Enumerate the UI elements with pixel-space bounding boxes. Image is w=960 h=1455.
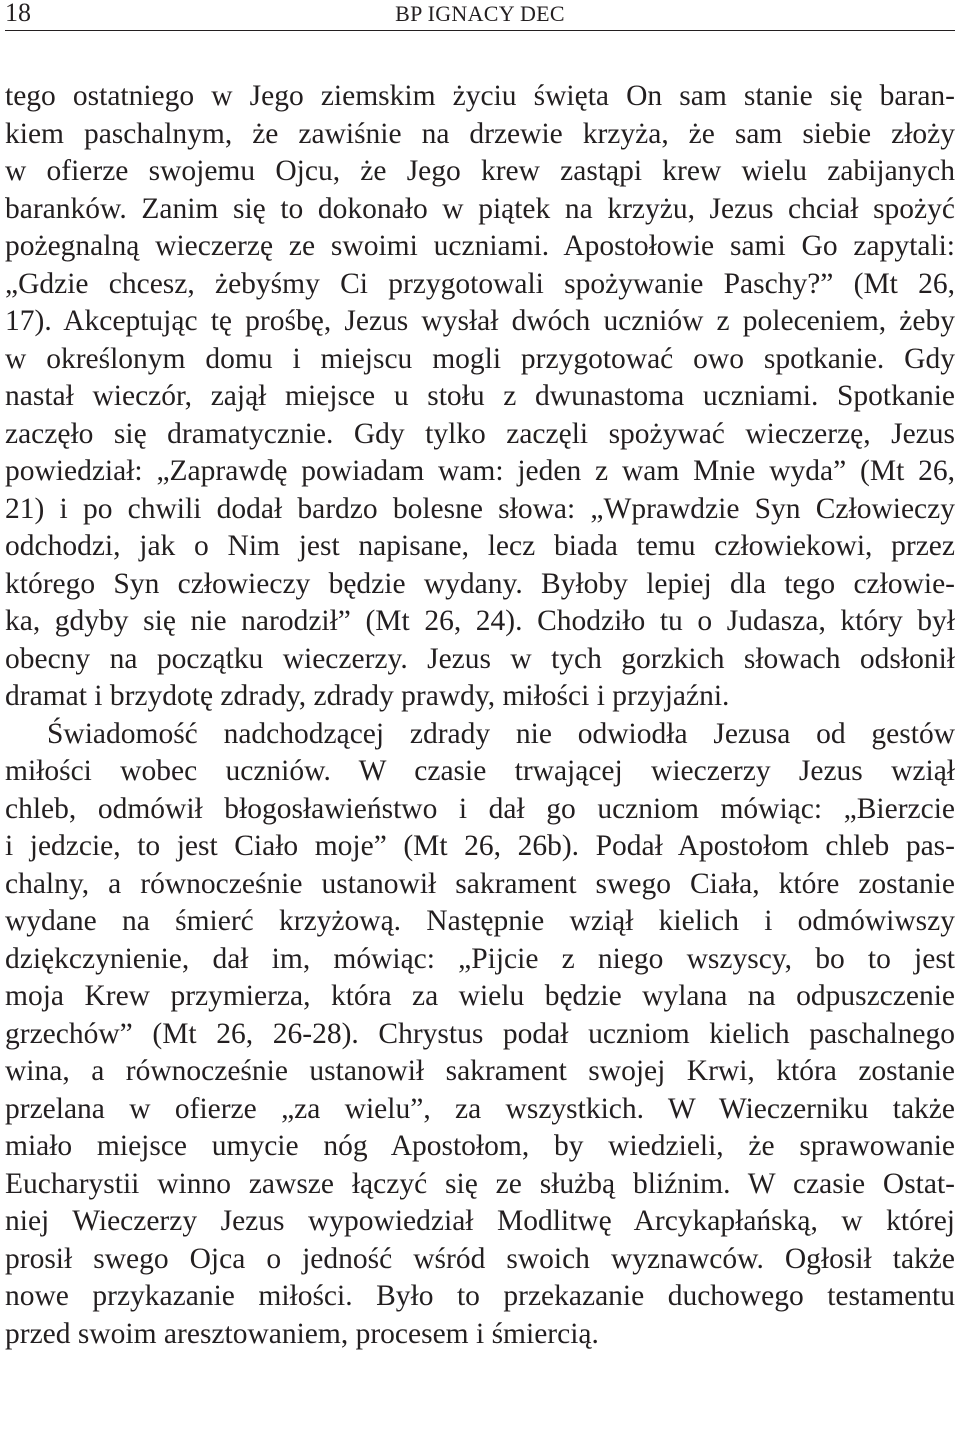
text-line: prosił swego Ojca o jedność wśród swoich wyznawców. Ogłosił także: [5, 1242, 955, 1275]
text-line: niej Wieczerzy Jezus wypowiedział Modlitwę Arcykapłańską, w której: [5, 1205, 955, 1237]
text-line: powiedział: „Zaprawdę powiadam wam: jeden z wam Mnie wyda” (Mt 26,: [5, 455, 955, 487]
text-line: w określonym domu i miejscu mogli przygotować owo spotkanie. Gdy: [5, 342, 955, 375]
text-line: tego ostatniego w Jego ziemskim życiu święta On sam stanie się baran-: [5, 80, 955, 112]
text-line: miłości wobec uczniów. W czasie trwającej wieczerzy Jezus wziął: [5, 755, 955, 787]
text-line-paragraph-end: przed swoim aresztowaniem, procesem i śmiercią.: [5, 1317, 599, 1350]
text-line: 21) i po chwili dodał bardzo bolesne słowa: „Wprawdzie Syn Człowieczy: [5, 492, 955, 525]
text-line: wina, a równocześnie ustanowił sakrament swojej Krwi, która zostanie: [5, 1055, 955, 1087]
text-line: chleb, odmówił błogosławieństwo i dał go uczniom mówiąc: „Bierzcie: [5, 792, 955, 825]
text-line: dziękczynienie, dał im, mówiąc: „Pijcie z niego wszyscy, bo to jest: [5, 942, 955, 975]
text-line: nastał wieczór, zajął miejsce u stołu z dwunastoma uczniami. Spotkanie: [5, 380, 955, 412]
text-line: miało miejsce umycie nóg Apostołom, by wiedzieli, że sprawowanie: [5, 1130, 955, 1162]
text-line: którego Syn człowieczy będzie wydany. Byłoby lepiej dla tego człowie-: [5, 567, 955, 600]
text-line: obecny na początku wieczerzy. Jezus w tych gorzkich słowach odsłonił: [5, 642, 955, 675]
text-line: przelana w ofierze „za wielu”, za wszystkich. W Wieczerniku także: [5, 1092, 955, 1125]
text-line: nowe przykazanie miłości. Było to przekazanie duchowego testamentu: [5, 1280, 955, 1312]
text-line: „Gdzie chcesz, żebyśmy Ci przygotowali spożywanie Paschy?” (Mt 26,: [5, 267, 955, 300]
running-title: BP IGNACY DEC: [395, 1, 565, 26]
text-line: odchodzi, jak o Nim jest napisane, lecz biada temu człowiekowi, przez: [5, 530, 955, 562]
text-line: wydane na śmierć krzyżową. Następnie wziął kielich i odmówiwszy: [5, 905, 955, 937]
page-number: 18: [5, 0, 31, 27]
text-line: w ofierze swojemu Ojcu, że Jego krew zastąpi krew wielu zabijanych: [5, 155, 955, 187]
text-line: i jedzcie, to jest Ciało moje” (Mt 26, 26b). Podał Apostołom chleb pas-: [5, 830, 955, 862]
text-line: baranków. Zanim się to dokonało w piątek na krzyżu, Jezus chciał spożyć: [5, 192, 955, 225]
text-line-paragraph-start: Świadomość nadchodzącej zdrady nie odwiodła Jezusa od gestów: [47, 717, 955, 750]
text-line: Eucharystii winno zawsze łączyć się ze służbą bliźnim. W czasie Ostat-: [5, 1167, 955, 1200]
text-line: chalny, a równocześnie ustanowił sakrament swego Ciała, które zostanie: [5, 867, 955, 900]
text-line: kiem paschalnym, że zawiśnie na drzewie krzyża, że sam siebie złoży: [5, 117, 955, 150]
text-line: pożegnalną wieczerzę ze swoimi uczniami. Apostołowie sami Go zapytali:: [5, 230, 955, 262]
running-head: [5, 0, 955, 28]
text-line: 17). Akceptując tę prośbę, Jezus wysłał dwóch uczniów z poleceniem, żeby: [5, 305, 955, 337]
text-line-paragraph-end: dramat i brzydotę zdrady, zdrady prawdy, miłości i przyjaźni.: [5, 680, 730, 712]
body-text: [5, 78, 955, 1353]
text-line: grzechów” (Mt 26, 26-28). Chrystus podał uczniom kielich paschalnego: [5, 1017, 955, 1050]
text-line: moja Krew przymierza, która za wielu będzie wylana na odpuszczenie: [5, 980, 955, 1012]
text-line: zaczęło się dramatycznie. Gdy tylko zaczęli spożywać wieczerzę, Jezus: [5, 417, 955, 450]
header-rule: [5, 30, 955, 31]
text-line: ka, gdyby się nie narodził” (Mt 26, 24). Chodziło tu o Judasza, który był: [5, 605, 955, 637]
